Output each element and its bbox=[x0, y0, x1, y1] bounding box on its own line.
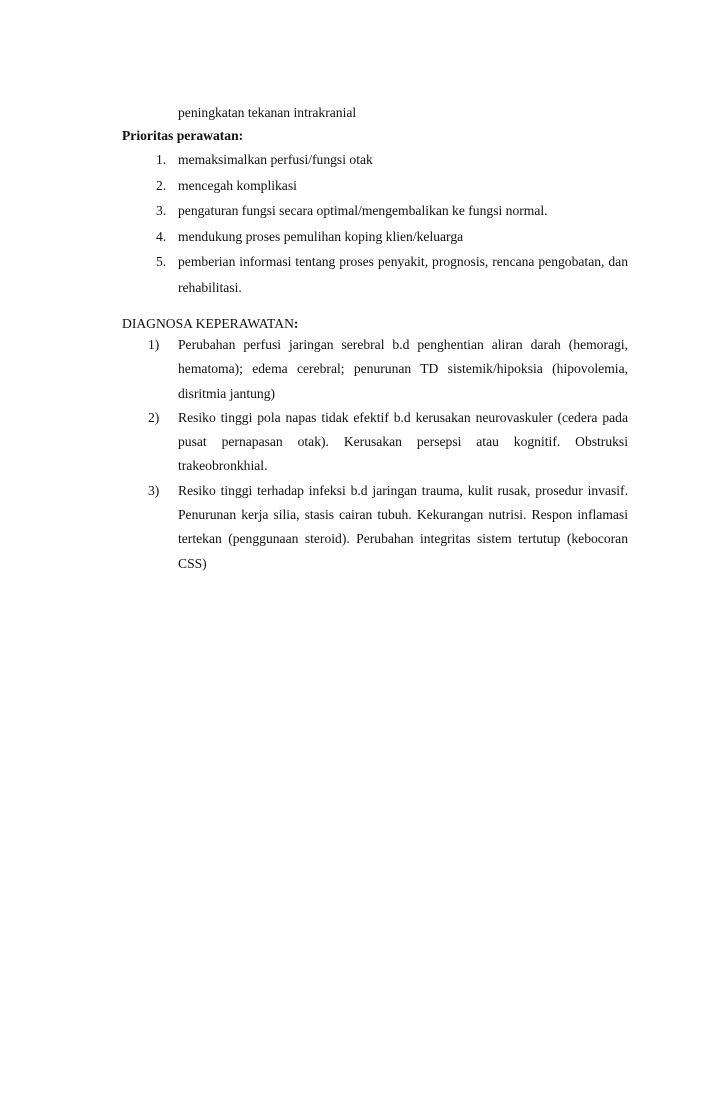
list-item bbox=[0, 249, 728, 300]
list-item bbox=[0, 173, 728, 199]
list-marker: 5. bbox=[156, 254, 167, 269]
list-item bbox=[0, 224, 728, 250]
list-item-text: memaksimalkan perfusi/fungsi otak bbox=[178, 152, 373, 167]
diagnosis-heading-colon: : bbox=[293, 316, 299, 331]
list-item-text: mendukung proses pemulihan koping klien/keluarga bbox=[178, 228, 464, 244]
list-marker: 1. bbox=[156, 152, 167, 167]
list-marker: 1) bbox=[148, 337, 160, 352]
list-item-text: Resiko tinggi pola napas tidak efektif b.d kerusakan neurovaskuler (cedera pada pusat pernapasan otak). Kerusakan persepsi atau kognitif. Obstruksi trakeobronkhial. bbox=[178, 409, 628, 474]
list-item-text: pengaturan fungsi secara optimal/mengembalikan ke fungsi normal. bbox=[178, 203, 548, 218]
list-item bbox=[0, 479, 728, 576]
list-item bbox=[0, 406, 728, 479]
priority-list bbox=[0, 147, 728, 300]
list-item bbox=[0, 198, 728, 224]
list-marker: 3. bbox=[156, 203, 167, 218]
list-item bbox=[0, 333, 728, 406]
list-marker: 4. bbox=[156, 228, 167, 244]
list-item-text: Perubahan perfusi jaringan serebral b.d penghentian aliran darah (hemoragi, hematoma); edema cerebral; penurunan TD sistemik/hipoksia (hipovolemia, disritmia jantung) bbox=[178, 337, 628, 401]
diagnosis-list bbox=[0, 333, 728, 576]
list-item-text: mencegah komplikasi bbox=[178, 177, 297, 193]
list-marker: 3) bbox=[148, 482, 160, 498]
list-marker: 2. bbox=[156, 177, 167, 193]
diagnosis-heading-text: DIAGNOSA KEPERAWATAN bbox=[122, 316, 294, 331]
list-item-text: pemberian informasi tentang proses penyakit, prognosis, rencana pengobatan, dan rehabilitasi. bbox=[178, 254, 628, 295]
priority-heading: Prioritas perawatan: bbox=[122, 128, 244, 143]
list-marker: 2) bbox=[148, 409, 160, 425]
list-item-text: Resiko tinggi terhadap infeksi b.d jaringan trauma, kulit rusak, prosedur invasif. Penurunan kerja silia, stasis cairan tubuh. Kekurangan nutrisi. Respon inflamasi tertekan (penggunaan steroid). Perubahan integritas sistem tertutup (kebocoran CSS) bbox=[178, 482, 628, 571]
continuation-line: peningkatan tekanan intrakranial bbox=[178, 105, 357, 120]
list-item bbox=[0, 147, 728, 173]
